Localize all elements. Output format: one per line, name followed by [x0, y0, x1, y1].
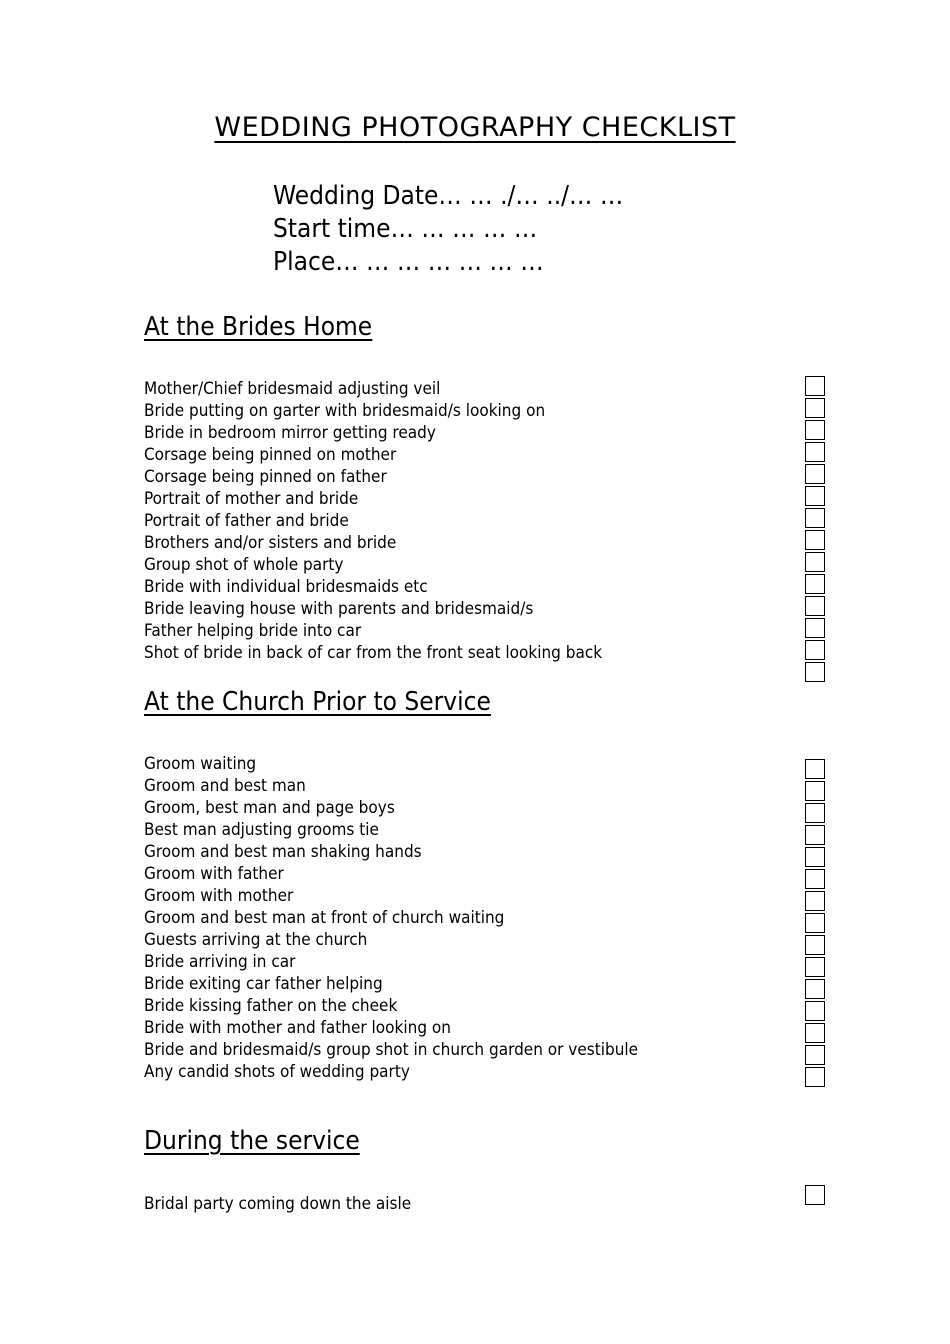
checklist-item: Groom and best man [144, 776, 306, 796]
section-heading: At the Church Prior to Service [144, 687, 491, 717]
checkbox[interactable] [805, 596, 825, 616]
checklist-item: Groom and best man at front of church waiting [144, 908, 505, 928]
place-field: Place… … … … … … … [273, 247, 544, 277]
checklist-item: Bride leaving house with parents and bridesmaid/s [144, 599, 534, 619]
checkbox[interactable] [805, 869, 825, 889]
checkbox[interactable] [805, 398, 825, 418]
checklist-item: Bride kissing father on the cheek [144, 996, 398, 1016]
checklist-item: Any candid shots of wedding party [144, 1062, 410, 1082]
checkbox[interactable] [805, 486, 825, 506]
checkbox[interactable] [805, 825, 825, 845]
checklist-item: Bride arriving in car [144, 952, 296, 972]
checkbox[interactable] [805, 1045, 825, 1065]
checkbox[interactable] [805, 442, 825, 462]
section-heading: During the service [144, 1126, 360, 1156]
checkbox[interactable] [805, 464, 825, 484]
checklist-item: Portrait of father and bride [144, 511, 349, 531]
checkbox[interactable] [805, 847, 825, 867]
checkbox[interactable] [805, 552, 825, 572]
checklist-item: Bride and bridesmaid/s group shot in church garden or vestibule [144, 1040, 639, 1060]
checklist-item: Bridal party coming down the aisle [144, 1194, 412, 1214]
section-heading: At the Brides Home [144, 312, 373, 342]
checklist-item: Bride putting on garter with bridesmaid/s looking on [144, 401, 546, 421]
checkbox[interactable] [805, 979, 825, 999]
checklist-item: Guests arriving at the church [144, 930, 368, 950]
checkbox[interactable] [805, 1001, 825, 1021]
checkbox[interactable] [805, 957, 825, 977]
checklist-item: Father helping bride into car [144, 621, 362, 641]
checklist-item: Brothers and/or sisters and bride [144, 533, 397, 553]
start-time-field: Start time… … … … … [273, 214, 538, 244]
checklist-item: Group shot of whole party [144, 555, 344, 575]
checkbox[interactable] [805, 618, 825, 638]
checkbox[interactable] [805, 1023, 825, 1043]
wedding-details [273, 180, 623, 279]
checkbox[interactable] [805, 508, 825, 528]
checkbox[interactable] [805, 1185, 825, 1205]
checkbox[interactable] [805, 574, 825, 594]
checklist-item: Bride exiting car father helping [144, 974, 383, 994]
checklist-item: Groom and best man shaking hands [144, 842, 422, 862]
checklist-item: Bride in bedroom mirror getting ready [144, 423, 436, 443]
checkbox[interactable] [805, 1067, 825, 1087]
checklist-item: Mother/Chief bridesmaid adjusting veil [144, 379, 441, 399]
checkbox[interactable] [805, 662, 825, 682]
checklist-item: Best man adjusting grooms tie [144, 820, 379, 840]
checkbox[interactable] [805, 640, 825, 660]
checkbox[interactable] [805, 803, 825, 823]
checkbox[interactable] [805, 530, 825, 550]
checkbox[interactable] [805, 759, 825, 779]
page-title: WEDDING PHOTOGRAPHY CHECKLIST [214, 112, 736, 143]
checkbox[interactable] [805, 913, 825, 933]
checklist-item: Corsage being pinned on father [144, 467, 387, 487]
checklist-item: Corsage being pinned on mother [144, 445, 397, 465]
checklist-item: Groom with mother [144, 886, 294, 906]
wedding-date-field: Wedding Date… … ./… ../… … [273, 181, 624, 211]
checklist-item: Groom with father [144, 864, 284, 884]
checkbox[interactable] [805, 781, 825, 801]
checklist-item: Portrait of mother and bride [144, 489, 359, 509]
checklist-item: Groom waiting [144, 754, 257, 774]
checklist-item: Groom, best man and page boys [144, 798, 395, 818]
checkbox[interactable] [805, 420, 825, 440]
checklist-item: Bride with mother and father looking on [144, 1018, 451, 1038]
checklist-item: Shot of bride in back of car from the front seat looking back [144, 643, 603, 663]
checkbox[interactable] [805, 376, 825, 396]
checkbox[interactable] [805, 935, 825, 955]
checklist-item: Bride with individual bridesmaids etc [144, 577, 428, 597]
checkbox[interactable] [805, 891, 825, 911]
